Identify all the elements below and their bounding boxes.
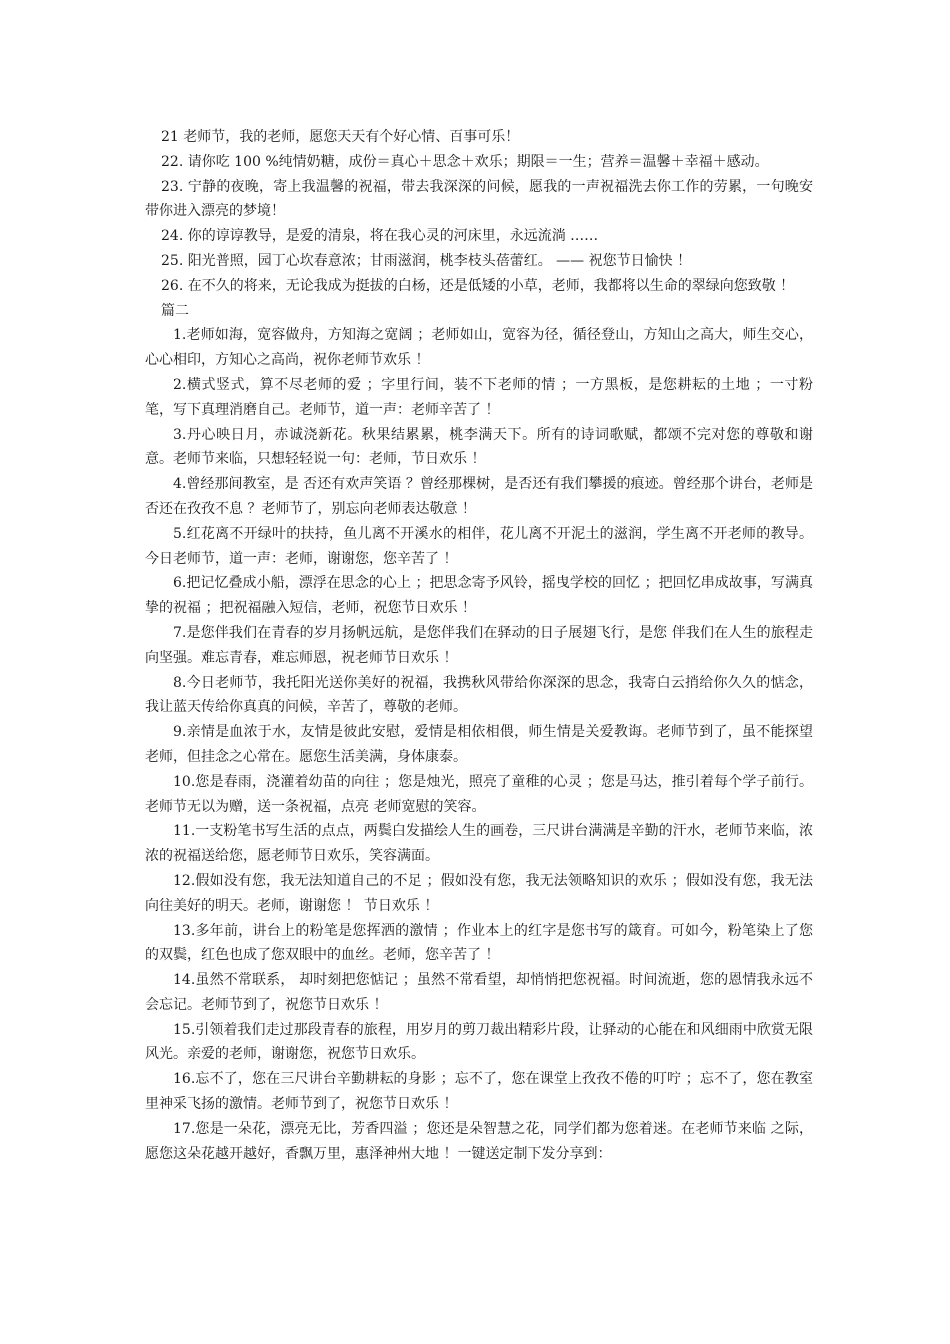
paragraph-s2-3: 3.丹心映日月，赤诚浇新花。秋果结累累，桃李满天下。所有的诗词歌赋，都颂不完对您的尊敬和谢意。老师节来临，只想轻轻说一句：老师，节日欢乐 ！: [145, 426, 813, 468]
paragraph-s2-8: 8.今日老师节，我托阳光送你美好的祝福，我携秋风带给你深深的思念，我寄白云捎给你久久的惦念，我让蓝天传给你真真的问候，辛苦了，尊敬的老师。: [145, 674, 813, 716]
paragraph-s2-2: 2.横式竖式，算不尽老师的爱 ；字里行间，装不下老师的情 ；一方黑板，是您耕耘的土地 ；一寸粉笔，写下真理消磨自己。老师节，道一声：老师辛苦了 ！: [145, 376, 813, 418]
paragraph-s2-15: 15.引领着我们走过那段青春的旅程，用岁月的剪刀裁出精彩片段，让驿动的心能在和风细雨中欣赏无限风光。亲爱的老师，谢谢您，祝您节日欢乐。: [145, 1021, 813, 1063]
paragraph-s2-1: 1.老师如海，宽容做舟，方知海之宽阔 ；老师如山，宽容为径，循径登山，方知山之高大，师生交心，心心相印，方知心之高尚，祝你老师节欢乐 ！: [145, 327, 813, 369]
paragraph-s2-4: 4.曾经那间教室，是 否还有欢声笑语 ？曾经那棵树，是否还有我们攀援的痕迹。曾经那个讲台，老师是否还在孜孜不息 ？老师节了，别忘向老师表达敬意 ！: [145, 476, 813, 517]
paragraph-21: 21 老师节，我的老师，愿您天天有个好心情、百事可乐！: [161, 129, 520, 145]
paragraph-s2-9: 9.亲情是血浓于水，友情是彼此安慰，爱情是相依相偎，师生情是关爱教诲。老师节到了，虽不能探望老师，但挂念之心常在。愿您生活美满，身体康泰。: [145, 724, 813, 765]
paragraph-s2-14: 14.虽然不常联系， 却时刻把您惦记 ；虽然不常看望，却悄悄把您祝福。时间流逝，您的恩情我永远不会忘记。老师节到了，祝您节日欢乐 ！: [145, 972, 813, 1013]
paragraph-s2-5: 5.红花离不开绿叶的扶持，鱼儿离不开溪水的相伴，花儿离不开泥土的滋润，学生离不开老师的教导。今日老师节，道一声：老师，谢谢您，您辛苦了 ！: [145, 525, 813, 567]
paragraph-25: 25. 阳光普照，园丁心坎春意浓；甘雨滋润，桃李枝头蓓蕾红。 —— 祝您节日愉快 ！: [161, 252, 692, 269]
section-title: 篇二: [161, 302, 189, 319]
paragraph-s2-13: 13.多年前，讲台上的粉笔是您挥洒的激情 ；作业本上的红字是您书写的箴育。可如今，粉笔染上了您的双鬓，红色也成了您双眼中的血丝。老师，您辛苦了 ！: [145, 922, 813, 964]
paragraph-22: 22. 请你吃 100 %纯情奶糖，成份＝真心＋思念＋欢乐；期限＝一生；营养＝温馨＋幸福＋感动。: [161, 153, 769, 170]
paragraph-s2-16: 16.忘不了，您在三尺讲台辛勤耕耘的身影 ；忘不了，您在课堂上孜孜不倦的叮咛 ；忘不了，您在教室里神采飞扬的激情。老师节到了，祝您节日欢乐 ！: [145, 1071, 813, 1113]
paragraph-s2-10: 10.您是春雨，浇灌着幼苗的向往 ；您是烛光，照亮了童稚的心灵 ；您是马达，推引着每个学子前行。老师节无以为赠，送一条祝福，点亮 老师宽慰的笑容。: [145, 773, 813, 815]
paragraph-s2-12: 12.假如没有您，我无法知道自己的不足 ；假如没有您，我无法领略知识的欢乐 ；假如没有您，我无法向往美好的明天。老师，谢谢您 ！ 节日欢乐 ！: [145, 872, 813, 914]
document-body: [145, 125, 813, 1166]
paragraph-s2-6: 6.把记忆叠成小船，漂浮在思念的心上 ；把思念寄予风铃，摇曳学校的回忆 ；把回忆串成故事，写满真挚的祝福 ；把祝福融入短信，老师，祝您节日欢乐 ！: [145, 575, 813, 617]
paragraph-s2-7: 7.是您伴我们在青春的岁月扬帆远航，是您伴我们在驿动的日子展翅飞行，是您 伴我们在人生的旅程走向坚强。难忘青春，难忘师恩，祝老师节日欢乐 ！: [145, 624, 813, 666]
paragraph-s2-17: 17.您是一朵花，漂亮无比，芳香四溢 ；您还是朵智慧之花，同学们都为您着迷。在老师节来临 之际，愿您这朵花越开越好，香飘万里，惠泽神州大地 ！一键送定制下发分享到：: [145, 1120, 813, 1162]
paragraph-23: 23. 宁静的夜晚，寄上我温馨的祝福，带去我深深的问候，愿我的一声祝福洗去你工作的劳累，一句晚安带你进入漂亮的梦境！: [145, 178, 813, 220]
paragraph-26: 26. 在不久的将来，无论我成为挺拔的白杨，还是低矮的小草，老师，我都将以生命的翠绿向您致敬 ！: [161, 277, 795, 294]
paragraph-s2-11: 11.一支粉笔书写生活的点点，两鬓白发描绘人生的画卷，三尺讲台满满是辛勤的汗水，老师节来临，浓浓的祝福送给您，愿老师节日欢乐，笑容满面。: [145, 823, 813, 865]
paragraph-24: 24. 你的谆谆教导，是爱的清泉，将在我心灵的河床里，永远流淌 ……: [161, 228, 599, 245]
